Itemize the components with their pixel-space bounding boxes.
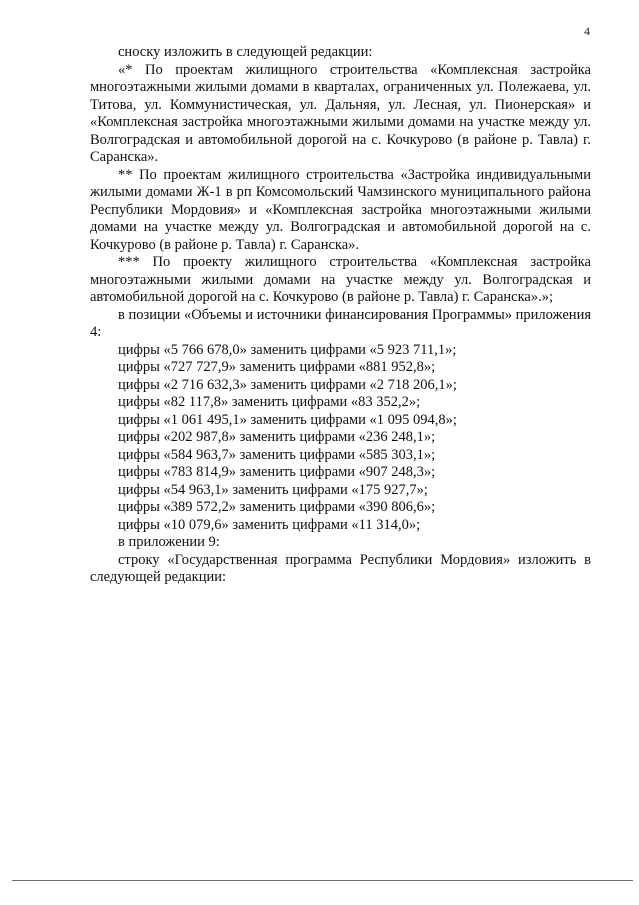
paragraph-position-intro: в позиции «Объемы и источники финансирования Программы» приложения 4:	[90, 306, 591, 340]
paragraph-footnote-intro: сноску изложить в следующей редакции:	[118, 44, 373, 60]
list-item-replacement: цифры «5 766 678,0» заменить цифрами «5 923 711,1»;	[118, 341, 457, 358]
list-item-replacement: цифры «202 987,8» заменить цифрами «236 248,1»;	[118, 429, 436, 445]
list-item-replacement: цифры «54 963,1» заменить цифрами «175 927,7»;	[118, 481, 428, 498]
page-number: 4	[584, 24, 590, 38]
paragraph-program-row: строку «Государственная программа Республики Мордовия» изложить в следующей редакции:	[90, 551, 591, 585]
list-item-replacement: цифры «584 963,7» заменить цифрами «585 303,1»;	[118, 446, 436, 463]
paragraph-footnote-1: «* По проектам жилищного строительства «Комплексная застройка многоэтажными жилыми домами в кварталах, ограниченных ул. Полежаева, ул. Титова, ул. Коммунистическая, ул. Дальняя, ул. Лесная, ул. Пионерская» и «Комплексная застройка многоэтажными жилыми домами на участке между ул. Волгоградская и автомобильной дорогой на с. Кочкурово (в районе р. Тавла) г. Саранска».	[90, 61, 591, 165]
list-item-replacement: цифры «10 079,6» заменить цифрами «11 314,0»;	[118, 516, 421, 533]
list-item-replacement: цифры «727 727,9» заменить цифрами «881 952,8»;	[118, 359, 436, 375]
list-item-replacement: цифры «1 061 495,1» заменить цифрами «1 095 094,8»;	[118, 411, 457, 428]
paragraph-footnote-3: *** По проекту жилищного строительства «Комплексная застройка многоэтажными жилыми домами на участке между ул. Волгоградская и автомобильной дорогой на с. Кочкурово (в районе р. Тавла) г. Саранска».»;	[90, 254, 591, 305]
paragraph-appendix-9: в приложении 9:	[118, 534, 220, 550]
document-body	[90, 44, 591, 587]
list-item-replacement: цифры «389 572,2» заменить цифрами «390 806,6»;	[118, 499, 436, 515]
list-item-replacement: цифры «82 117,8» заменить цифрами «83 352,2»;	[118, 394, 421, 410]
list-item-replacement: цифры «2 716 632,3» заменить цифрами «2 718 206,1»;	[118, 376, 457, 393]
paragraph-footnote-2: ** По проектам жилищного строительства «Застройка индивидуальными жилыми домами Ж-1 в рп Комсомольский Чамзинского муниципального района Республики Мордовия» и «Комплексная застройка многоэтажными жилыми домами на участке между ул. Волгоградская и автомобильной дорогой на с. Кочкурово (в районе р. Тавла) г. Саранска».	[90, 166, 591, 253]
scan-edge-line	[12, 880, 633, 881]
list-item-replacement: цифры «783 814,9» заменить цифрами «907 248,3»;	[118, 464, 436, 480]
